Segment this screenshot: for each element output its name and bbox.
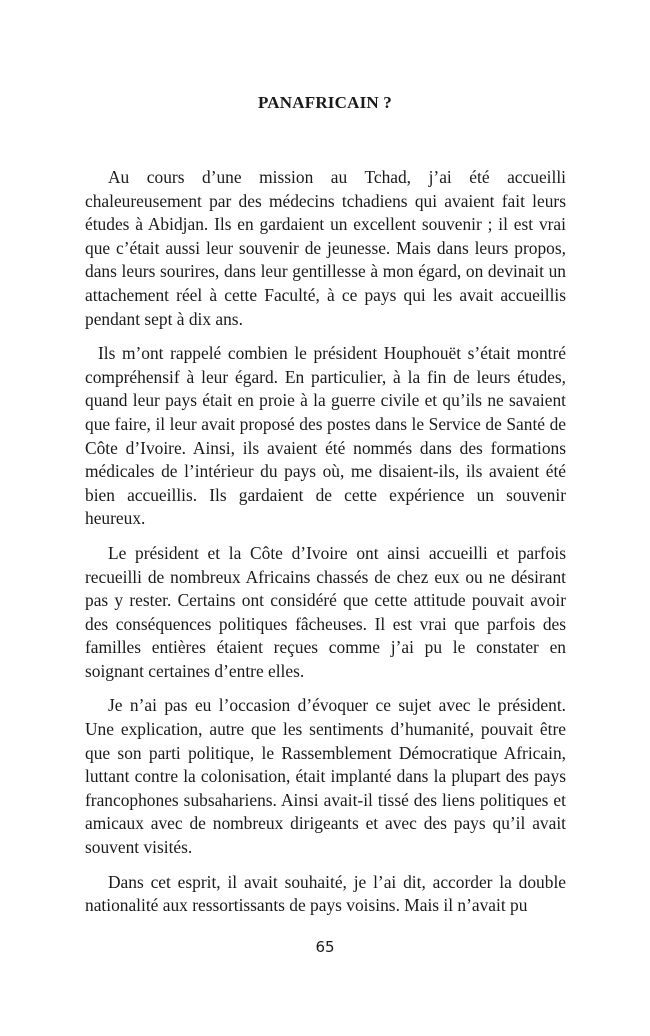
chapter-title: PANAFRICAIN ? (257, 93, 393, 112)
paragraph: Je n’ai pas eu l’occasion d’évoquer ce sujet avec le président. Une explication, autre que les sentiments d’humanité, pouvait être que son parti politique, le Rassemblement Démocratique Africain, luttant contre la colonisation, était implanté dans la plupart des pays francophones subsahariens. Ainsi avait-il tissé des liens politiques et amicaux avec de nombreux dirigeants et avec des pays qu’il avait souvent visités. (85, 695, 566, 858)
page-number: 65 (315, 938, 335, 956)
paragraph: Ils m’ont rappelé combien le président Houphouët s’était montré compréhensif à leur égard. En particulier, à la fin de leurs études, quand leur pays était en proie à la guerre civile et qu’ils ne savaient que faire, il leur avait proposé des postes dans le Service de Santé de Côte d’Ivoire. Ainsi, ils avaient été nommés dans des formations médicales de l’intérieur du pays où, me disaient-ils, ils avaient été bien accueillis. Ils gardaient de cette expérience un souvenir heureux. (85, 343, 566, 529)
paragraph: Le président et la Côte d’Ivoire ont ainsi accueilli et parfois recueilli de nombreux Africains chassés de chez eux ou ne désirant pas y rester. Certains ont considéré que cette attitude pouvait avoir des conséquences politiques fâcheuses. Il est vrai que parfois des familles entières étaient reçues comme j’ai pu le constater en soignant certaines d’entre elles. (85, 542, 566, 681)
body-text (85, 166, 566, 929)
paragraph: Dans cet esprit, il avait souhaité, je l’ai dit, accorder la double nationalité aux ressortissants de pays voisins. Mais il n’avait pu (85, 871, 566, 916)
paragraph: Au cours d’une mission au Tchad, j’ai été accueilli chaleureusement par des médecins tchadiens qui avaient fait leurs études à Abidjan. Ils en gardaient un excellent souvenir ; il est vrai que c’était aussi leur souvenir de jeunesse. Mais dans leurs propos, dans leurs sourires, dans leur gentillesse à mon égard, on devinait un attachement réel à cette Faculté, à ce pays qui les avait accueillis pendant sept à dix ans. (85, 167, 566, 329)
